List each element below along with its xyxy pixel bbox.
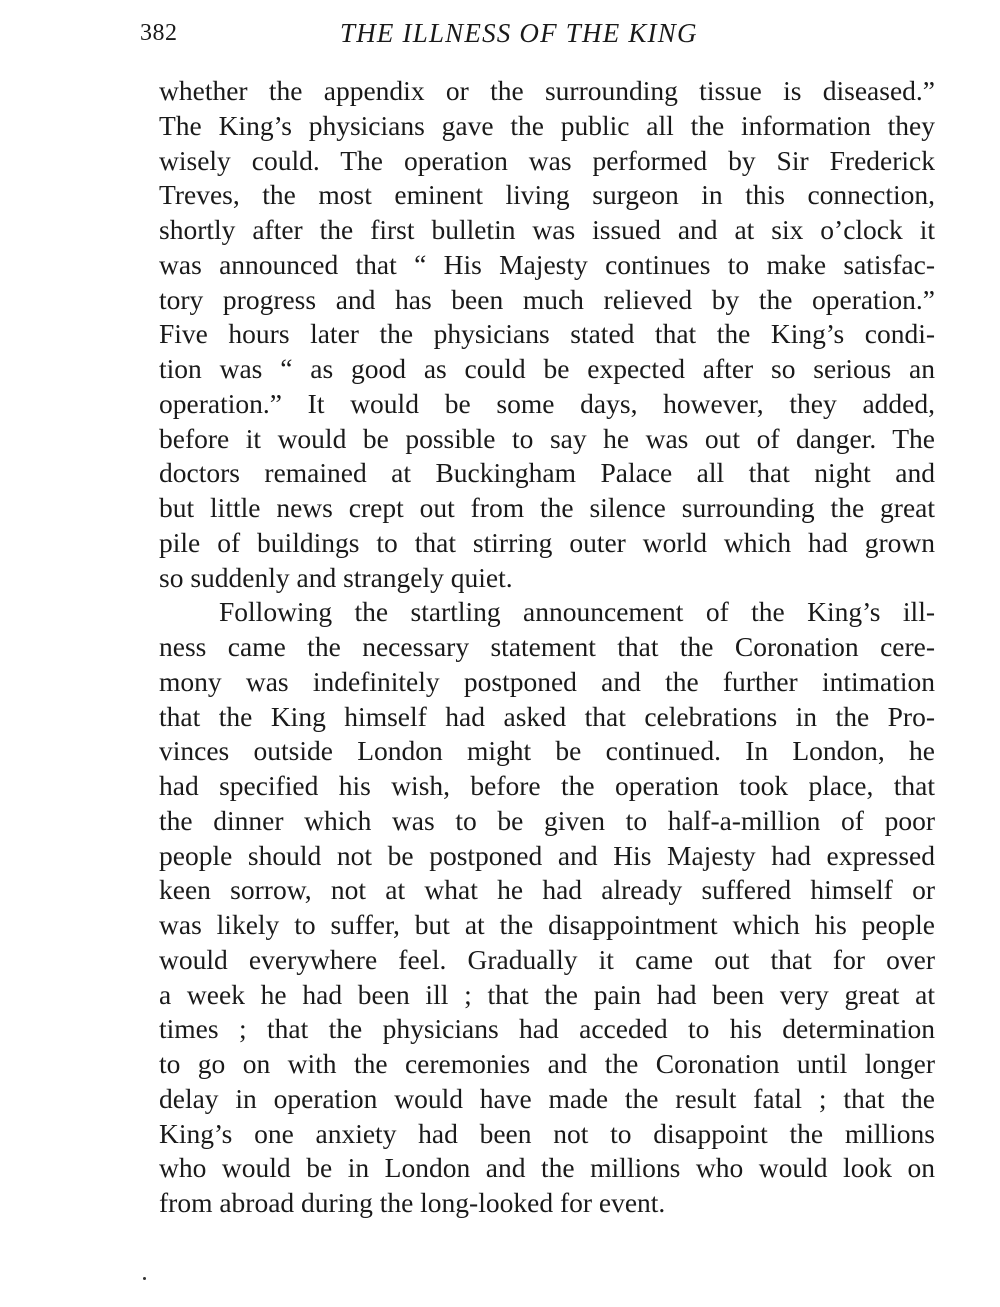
text-line: to go on with the ceremonies and the Coronation until longer bbox=[159, 1048, 935, 1079]
text-line: but little news crept out from the silence surrounding the great bbox=[159, 492, 935, 523]
text-line: tory progress and has been much relieved by the operation.” bbox=[159, 283, 935, 315]
text-line: wisely could. The operation was performed by Sir Frederick bbox=[159, 144, 935, 176]
paragraph-2 bbox=[159, 595, 935, 1221]
text-line: Treves, the most eminent living surgeon in this connection, bbox=[159, 179, 935, 211]
text-line: so suddenly and strangely quiet. bbox=[159, 561, 513, 593]
text-line: whether the appendix or the surrounding tissue is diseased.” bbox=[159, 75, 935, 106]
text-line: doctors remained at Buckingham Palace all that night and bbox=[159, 457, 935, 489]
page-speck bbox=[143, 1277, 146, 1280]
text-line: Following the startling announcement of the King’s ill- bbox=[219, 596, 935, 628]
text-line: shortly after the first bulletin was issued and at six o’clock it bbox=[159, 214, 935, 245]
text-line: keen sorrow, not at what he had already suffered himself or bbox=[159, 874, 935, 906]
text-line: was announced that “ His Majesty continues to make satisfac- bbox=[159, 248, 935, 280]
text-line: from abroad during the long-looked for event. bbox=[159, 1187, 666, 1218]
text-line: King’s one anxiety had been not to disappoint the millions bbox=[159, 1117, 935, 1149]
text-line: would everywhere feel. Gradually it came out that for over bbox=[159, 943, 935, 975]
text-line: pile of buildings to that stirring outer world which had grown bbox=[159, 526, 935, 558]
text-line: operation.” It would be some days, however, they added, bbox=[159, 387, 935, 419]
text-line: The King’s physicians gave the public all the information they bbox=[159, 109, 935, 141]
text-line: the dinner which was to be given to half-a-million of poor bbox=[159, 804, 935, 836]
text-line: times ; that the physicians had acceded to his determination bbox=[159, 1013, 935, 1045]
paragraph-1 bbox=[159, 74, 935, 595]
text-line: was likely to suffer, but at the disappointment which his people bbox=[159, 909, 935, 940]
text-line: that the King himself had asked that celebrations in the Pro- bbox=[159, 700, 935, 732]
text-line: had specified his wish, before the operation took place, that bbox=[159, 770, 935, 801]
text-line: mony was indefinitely postponed and the further intimation bbox=[159, 665, 935, 697]
text-line: delay in operation would have made the result fatal ; that the bbox=[159, 1082, 935, 1114]
body-text bbox=[159, 74, 935, 1221]
text-line: who would be in London and the millions who would look on bbox=[159, 1152, 935, 1184]
text-line: Five hours later the physicians stated that the King’s condi- bbox=[159, 318, 935, 350]
running-title: THE ILLNESS OF THE KING bbox=[340, 18, 698, 48]
text-line: before it would be possible to say he was out of danger. The bbox=[159, 422, 935, 454]
text-line: people should not be postponed and His Majesty had expressed bbox=[159, 839, 935, 871]
page-number: 382 bbox=[140, 20, 178, 46]
text-line: vinces outside London might be continued. In London, he bbox=[159, 735, 935, 767]
text-line: ness came the necessary statement that the Coronation cere- bbox=[159, 631, 935, 662]
text-line: tion was “ as good as could be expected after so serious an bbox=[159, 353, 935, 384]
text-line: a week he had been ill ; that the pain had been very great at bbox=[159, 978, 935, 1010]
